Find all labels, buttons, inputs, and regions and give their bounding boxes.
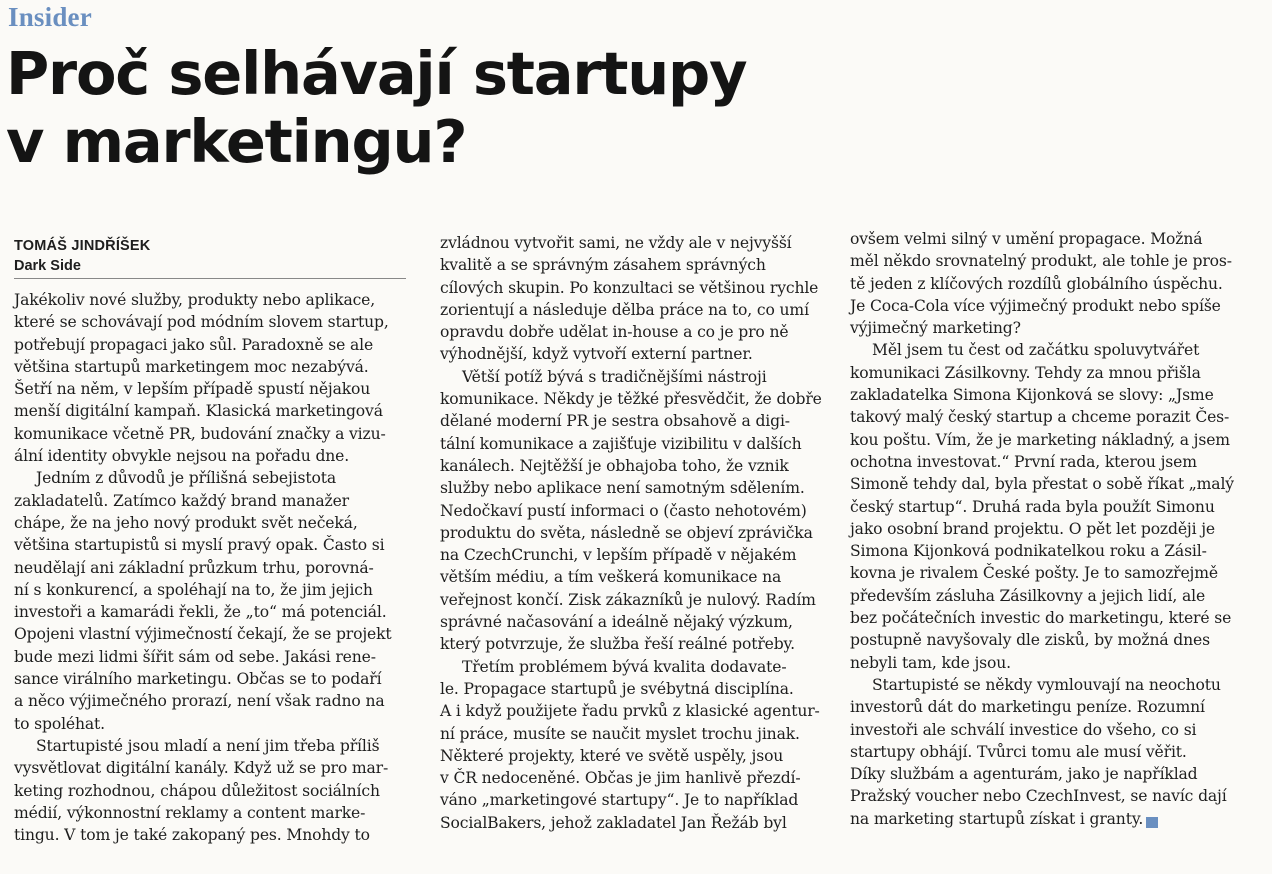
byline-divider (14, 278, 406, 279)
paragraph (850, 674, 1245, 830)
paragraph: ovšem velmi silný v umění propagace. Možná měl někdo srovnatelný produkt, ale tohle je pros- tě jeden z klíčových rozdílů globálního úspěchu. Je Coca-Cola více výjimečný produkt nebo spíše výjimečný marketing? (850, 230, 1232, 338)
headline-line-2: v marketingu? (6, 107, 467, 176)
column-name: Dark Side (14, 258, 81, 274)
headline-line-1: Proč selhávají startupy (6, 39, 747, 108)
article-column-2 (440, 232, 835, 834)
paragraph: Třetím problémem bývá kvalita dodavate- le. Propagace startupů je svébytná disciplína. A i když použijete řadu prvků z klasické agentur- ní práce, musíte se naučit myslet trochu jinak. Některé projekty, které ve světě uspěly, jsou v ČR nedoceněné. Občas je jim hanlivě přezdí- váno „marketingové startupy“. Je to například SocialBakers, jehož zakladatel Jan Řežáb byl (440, 657, 820, 832)
paragraph: zvládnou vytvořit sami, ne vždy ale v nejvyšší kvalitě a se správným zásahem správných cílových skupin. Po konzultaci se většinou rychle zorientují a následuje dělba práce na to, co umí opravdu dobře udělat in-house a co je pro ně výhodnější, když vytvoří externí partner. (440, 234, 819, 364)
byline (14, 236, 150, 276)
article-column-1 (14, 289, 406, 846)
paragraph: Větší potíž bývá s tradičnějšími nástroji komunikace. Někdy je těžké přesvědčit, že dobře dělané moderní PR je sestra obsahově a digi- tální komunikace a zajišťuje vizibilitu v dalších kanálech. Nejtěžší je obhajoba toho, že vznik služby nebo aplikace není samotným sdělením. Nedočkaví pustí informaci o (často nehotovém) produktu do světa, následně se objeví zprávička na CzechCrunchi, v lepším případě v nějakém větším médiu, a tím veškerá komunikace na veřejnost končí. Zisk zákazníků je nulový. Radím správné načasování a ideálně nějaký výzkum, který potvrzuje, že služba řeší reálné potřeby. (440, 367, 822, 654)
headline (6, 40, 1206, 176)
author-name: TOMÁŠ JINDŘÍŠEK (14, 238, 151, 254)
article-column-3 (850, 228, 1245, 830)
paragraph: Jakékoliv nové služby, produkty nebo aplikace, které se schovávají pod módním slovem startup, potřebují propagaci jako sůl. Paradoxně se ale většina startupů marketingem moc nezabývá. Šetří na něm, v lepším případě spustí nějakou menší digitální kampaň. Klasická marketingová komunikace včetně PR, budování značky a vizu- ální identity obvykle nejsou na pořadu dne. (14, 291, 389, 466)
section-label: Insider (8, 2, 92, 32)
paragraph: Měl jsem tu čest od začátku spoluvytvářet komunikaci Zásilkovny. Tehdy za mnou přišla zakladatelka Simona Kijonková se slovy: „Jsme takový malý český startup a chceme porazit Čes- kou poštu. Vím, že je marketing nákladný, a jsem ochotna investovat.“ První rada, kterou jsem Simoně tehdy dal, byla přestat o sobě říkat „malý český startup“. Druhá rada byla použít Simonu jako osobní brand projektu. O pět let později je Simona Kijonková podnikatelkou roku a Zásil- kovna je rivalem České pošty. Je to samozřejmě především zásluha Zásilkovny a jejich lidí, ale bez počátečních investic do marketingu, které se postupně navyšovaly dle zisků, by možná dnes nebyli tam, kde jsou. (850, 341, 1234, 672)
end-of-article-mark: M (1146, 817, 1158, 828)
paragraph: Jedním z důvodů je přílišná sebejistota zakladatelů. Zatímco každý brand manažer chápe, že na jeho nový produkt svět nečeká, většina startupistů si myslí pravý opak. Často si neudělají ani základní průzkum trhu, porovná- ní s konkurencí, a spoléhají na to, že jim jejich investoři a kamarádi řekli, že „to“ má potenciál. Opojeni vlastní výjimečností čekají, že se projekt bude mezi lidmi šířit sám od sebe. Jakási rene- sance virálního marketingu. Občas se to podaří a něco výjimečného prorazí, není však radno na to spoléhat. (14, 469, 392, 733)
paragraph: Startupisté jsou mladí a není jim třeba příliš vysvětlovat digitální kanály. Když už se pro mar- keting rozhodnou, chápou důležitost sociálních médií, výkonnostní reklamy a content marke- tingu. V tom je také zakopaný pes. Mnohdy to (14, 736, 389, 845)
paragraph-text: Startupisté se někdy vymlouvají na neochotu investorů dát do marketingu peníze. Rozumní investoři ale schválí investice do všeho, co si startupy obhájí. Tvůrci tomu ale musí věřit. Díky službám a agenturám, jako je například Pražský voucher nebo CzechInvest, se navíc dají na marketing startupů získat i granty. (850, 675, 1227, 828)
